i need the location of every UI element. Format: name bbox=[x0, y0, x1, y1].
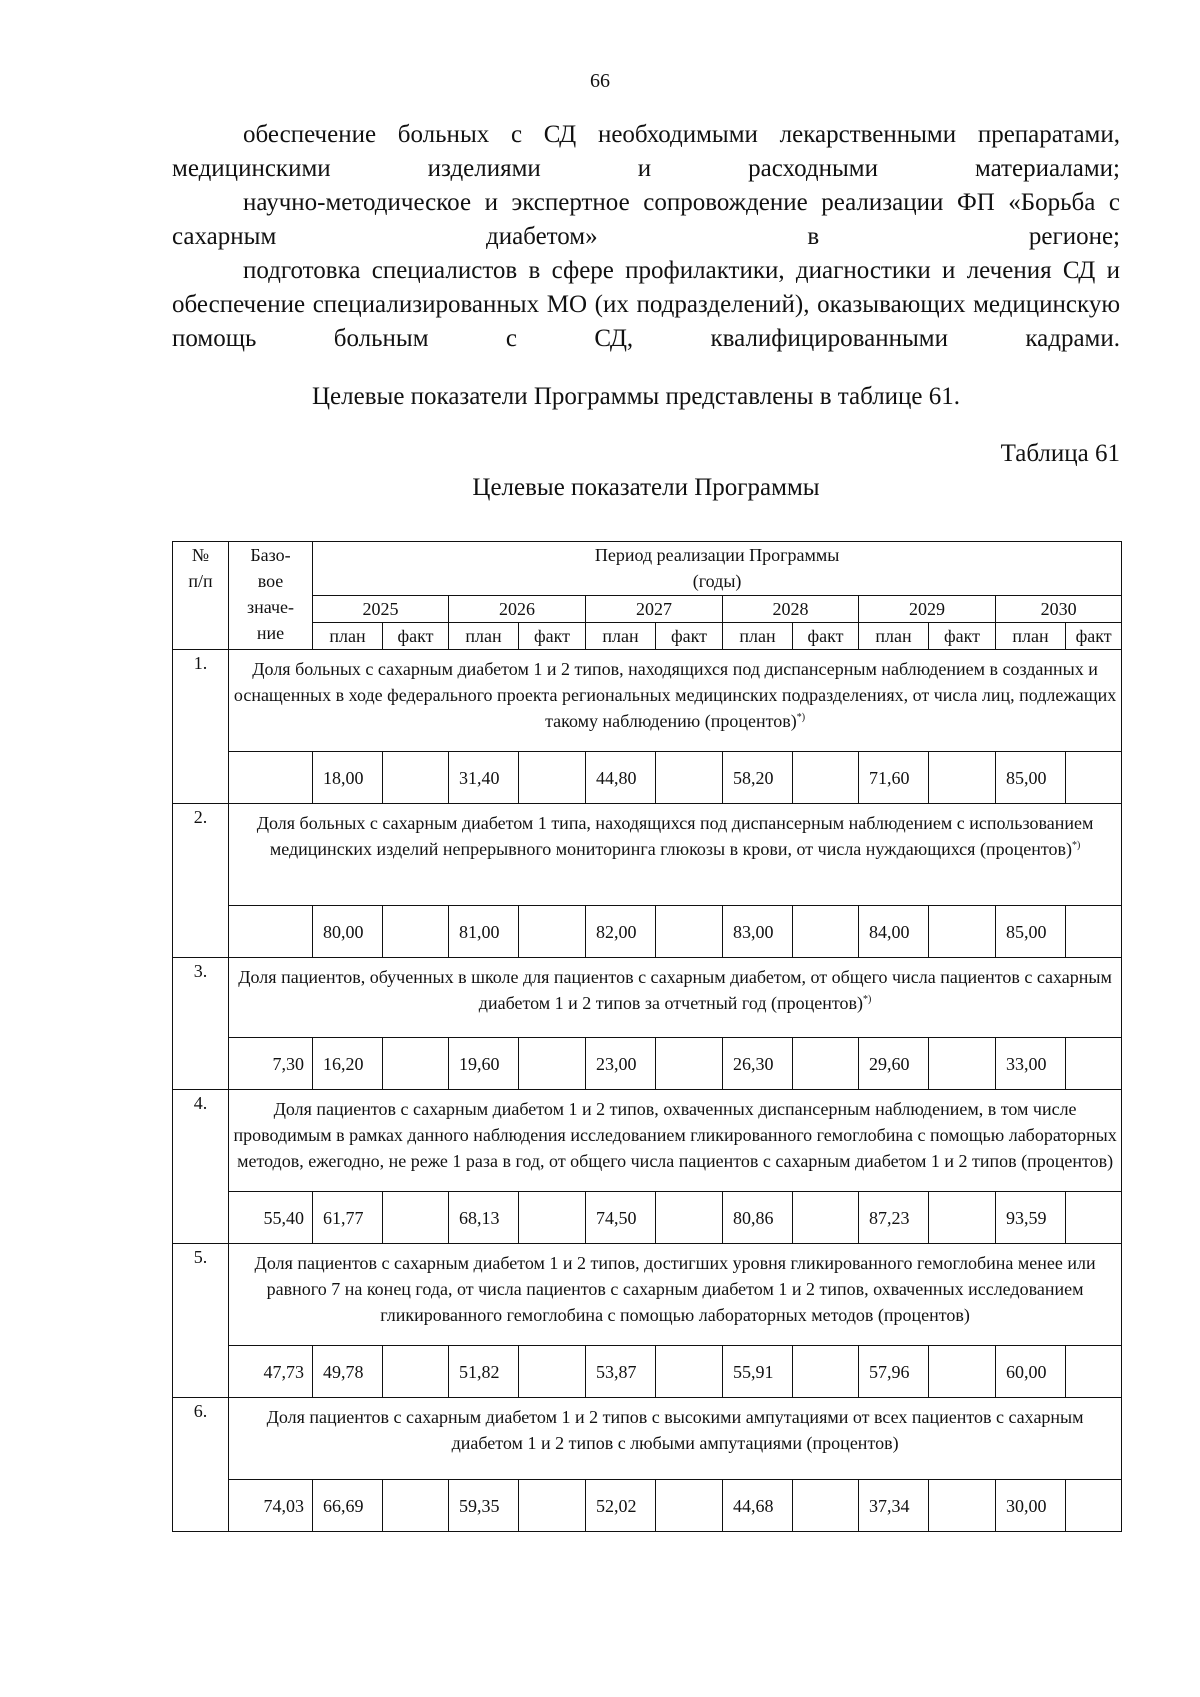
base-value bbox=[229, 752, 313, 804]
header-planfact-row bbox=[173, 623, 1122, 650]
indicator-text-row bbox=[173, 1090, 1122, 1192]
header-plan: план bbox=[586, 623, 656, 650]
plan-value: 51,82 bbox=[449, 1346, 519, 1398]
header-base-line2: вое bbox=[257, 571, 284, 591]
table-label: Таблица 61 bbox=[1000, 440, 1120, 467]
header-year: 2025 bbox=[313, 596, 449, 623]
plan-value: 84,00 bbox=[859, 906, 929, 958]
header-row-1 bbox=[173, 542, 1122, 596]
fact-value bbox=[929, 1480, 996, 1532]
plan-value: 81,00 bbox=[449, 906, 519, 958]
header-period bbox=[313, 542, 1122, 596]
fact-value bbox=[929, 1038, 996, 1090]
header-fact: факт bbox=[383, 623, 449, 650]
plan-value: 85,00 bbox=[996, 906, 1066, 958]
header-fact: факт bbox=[929, 623, 996, 650]
fact-value bbox=[383, 752, 449, 804]
indicator-text: Доля больных с сахарным диабетом 1 типа, находящихся под диспансерным наблюдением с использованием медицинских изделий непрерывного мониторинга глюкозы в крови, от числа нуждающихся (процентов) bbox=[256, 813, 1094, 859]
plan-value: 33,00 bbox=[996, 1038, 1066, 1090]
fact-value bbox=[1066, 1346, 1122, 1398]
header-fact: факт bbox=[656, 623, 723, 650]
fact-value bbox=[929, 752, 996, 804]
paragraph-2: научно-методическое и экспертное сопровождение реализации ФП «Борьба с сахарным диабетом» в регионе; bbox=[172, 189, 1120, 250]
indicator-cell bbox=[229, 804, 1122, 906]
fact-value bbox=[519, 1038, 586, 1090]
indicator-values-row bbox=[173, 1192, 1122, 1244]
indicator-cell bbox=[229, 1090, 1122, 1192]
base-value: 74,03 bbox=[229, 1480, 313, 1532]
plan-value: 74,50 bbox=[586, 1192, 656, 1244]
base-value: 55,40 bbox=[229, 1192, 313, 1244]
header-period-line1: Период реализации Программы bbox=[594, 545, 840, 565]
fact-value bbox=[793, 1346, 859, 1398]
plan-value: 29,60 bbox=[859, 1038, 929, 1090]
header-num-line2: п/п bbox=[188, 571, 213, 591]
header-year: 2030 bbox=[996, 596, 1122, 623]
plan-value: 52,02 bbox=[586, 1480, 656, 1532]
fact-value bbox=[519, 1346, 586, 1398]
fact-value bbox=[793, 1480, 859, 1532]
plan-value: 60,00 bbox=[996, 1346, 1066, 1398]
header-base bbox=[229, 542, 313, 650]
header-base-line4: ние bbox=[256, 623, 285, 643]
header-period-line2: (годы) bbox=[692, 571, 742, 591]
indicator-number: 3. bbox=[173, 958, 229, 1090]
plan-value: 66,69 bbox=[313, 1480, 383, 1532]
fact-value bbox=[1066, 752, 1122, 804]
fact-value bbox=[383, 1192, 449, 1244]
fact-value bbox=[519, 906, 586, 958]
indicator-text-row bbox=[173, 804, 1122, 906]
header-plan: план bbox=[723, 623, 793, 650]
table-body bbox=[173, 542, 1122, 1532]
plan-value: 53,87 bbox=[586, 1346, 656, 1398]
indicator-cell bbox=[229, 1398, 1122, 1480]
plan-value: 44,80 bbox=[586, 752, 656, 804]
header-fact: факт bbox=[793, 623, 859, 650]
indicator-values-row bbox=[173, 752, 1122, 804]
fact-value bbox=[383, 906, 449, 958]
footnote-mark: *) bbox=[1071, 840, 1081, 851]
plan-value: 18,00 bbox=[313, 752, 383, 804]
header-fact: факт bbox=[1066, 623, 1122, 650]
fact-value bbox=[519, 1480, 586, 1532]
header-plan: план bbox=[313, 623, 383, 650]
footnote-mark: *) bbox=[796, 712, 806, 723]
base-value: 7,30 bbox=[229, 1038, 313, 1090]
plan-value: 85,00 bbox=[996, 752, 1066, 804]
fact-value bbox=[793, 906, 859, 958]
paragraph-3: подготовка специалистов в сфере профилактики, диагностики и лечения СД и обеспечение специализированных МО (их подразделений), оказывающих медицинскую помощь больным с СД, квалифицированными кадрами. bbox=[172, 257, 1120, 352]
indicator-number: 4. bbox=[173, 1090, 229, 1244]
header-year: 2029 bbox=[859, 596, 996, 623]
plan-value: 44,68 bbox=[723, 1480, 793, 1532]
header-years-row bbox=[173, 596, 1122, 623]
plan-value: 31,40 bbox=[449, 752, 519, 804]
indicator-text-row bbox=[173, 650, 1122, 752]
base-value: 47,73 bbox=[229, 1346, 313, 1398]
header-plan: план bbox=[449, 623, 519, 650]
indicator-text: Доля пациентов с сахарным диабетом 1 и 2 типов, достигших уровня гликированного гемоглобина менее или равного 7 на конец года, от числа пациентов с сахарным диабетом 1 и 2 типов, охваченных исследованием гликированного гемоглобина с помощью лабораторных методов (процентов) bbox=[254, 1253, 1096, 1325]
base-value bbox=[229, 906, 313, 958]
plan-value: 83,00 bbox=[723, 906, 793, 958]
indicator-values-row bbox=[173, 1038, 1122, 1090]
header-base-line3: значе- bbox=[246, 597, 295, 617]
plan-value: 80,00 bbox=[313, 906, 383, 958]
fact-value bbox=[656, 1038, 723, 1090]
fact-value bbox=[793, 1192, 859, 1244]
plan-value: 55,91 bbox=[723, 1346, 793, 1398]
indicator-number: 5. bbox=[173, 1244, 229, 1398]
fact-value bbox=[656, 752, 723, 804]
header-year: 2026 bbox=[449, 596, 586, 623]
indicator-number: 1. bbox=[173, 650, 229, 804]
fact-value bbox=[656, 1192, 723, 1244]
plan-value: 16,20 bbox=[313, 1038, 383, 1090]
fact-value bbox=[383, 1346, 449, 1398]
indicator-number: 2. bbox=[173, 804, 229, 958]
header-num bbox=[173, 542, 229, 650]
indicators-table bbox=[172, 541, 1122, 1532]
fact-value bbox=[519, 752, 586, 804]
footnote-mark: *) bbox=[863, 994, 872, 1005]
plan-value: 68,13 bbox=[449, 1192, 519, 1244]
fact-value bbox=[1066, 1480, 1122, 1532]
indicator-values-row bbox=[173, 906, 1122, 958]
fact-value bbox=[929, 1192, 996, 1244]
table-title: Целевые показатели Программы bbox=[472, 474, 820, 501]
page-number: 66 bbox=[590, 70, 610, 92]
indicator-text: Доля больных с сахарным диабетом 1 и 2 типов, находящихся под диспансерным наблюдением в созданных и оснащенных в ходе федерального проекта региональных медицинских подразделениях, от числа лиц, подлежащих такому наблюдению (процентов) bbox=[233, 659, 1117, 731]
indicator-text-row bbox=[173, 1244, 1122, 1346]
header-year: 2028 bbox=[723, 596, 859, 623]
paragraph-1: обеспечение больных с СД необходимыми лекарственными препаратами, медицинскими изделиями и расходными материалами; bbox=[172, 121, 1120, 182]
indicator-values-row bbox=[173, 1480, 1122, 1532]
plan-value: 37,34 bbox=[859, 1480, 929, 1532]
plan-value: 26,30 bbox=[723, 1038, 793, 1090]
header-year: 2027 bbox=[586, 596, 723, 623]
fact-value bbox=[519, 1192, 586, 1244]
plan-value: 61,77 bbox=[313, 1192, 383, 1244]
fact-value bbox=[929, 1346, 996, 1398]
plan-value: 71,60 bbox=[859, 752, 929, 804]
indicator-text: Доля пациентов, обученных в школе для пациентов с сахарным диабетом, от общего числа пациентов с сахарным диабетом 1 и 2 типов за отчетный год (процентов) bbox=[238, 967, 1112, 1013]
indicator-text-row bbox=[173, 1398, 1122, 1480]
header-plan: план bbox=[996, 623, 1066, 650]
plan-value: 23,00 bbox=[586, 1038, 656, 1090]
fact-value bbox=[656, 1480, 723, 1532]
indicator-number: 6. bbox=[173, 1398, 229, 1532]
fact-value bbox=[383, 1038, 449, 1090]
indicator-cell bbox=[229, 1244, 1122, 1346]
plan-value: 19,60 bbox=[449, 1038, 519, 1090]
fact-value bbox=[929, 906, 996, 958]
indicator-cell bbox=[229, 958, 1122, 1038]
plan-value: 30,00 bbox=[996, 1480, 1066, 1532]
fact-value bbox=[383, 1480, 449, 1532]
plan-value: 87,23 bbox=[859, 1192, 929, 1244]
indicator-text: Доля пациентов с сахарным диабетом 1 и 2 типов, охваченных диспансерным наблюдением, в том числе проводимым в рамках данного наблюдения исследованием гликированного гемоглобина с помощью лабораторных методов, ежегодно, не реже 1 раза в год, от общего числа пациентов с сахарным диабетом 1 и 2 типов (процентов) bbox=[233, 1099, 1117, 1171]
fact-value bbox=[656, 906, 723, 958]
plan-value: 93,59 bbox=[996, 1192, 1066, 1244]
plan-value: 58,20 bbox=[723, 752, 793, 804]
indicator-text-row bbox=[173, 958, 1122, 1038]
indicator-values-row bbox=[173, 1346, 1122, 1398]
header-num-line1: № bbox=[191, 545, 210, 565]
fact-value bbox=[1066, 1038, 1122, 1090]
plan-value: 57,96 bbox=[859, 1346, 929, 1398]
plan-value: 82,00 bbox=[586, 906, 656, 958]
indicator-text: Доля пациентов с сахарным диабетом 1 и 2 типов с высокими ампутациями от всех пациентов с сахарным диабетом 1 и 2 типов с любыми ампутациями (процентов) bbox=[266, 1407, 1084, 1453]
plan-value: 80,86 bbox=[723, 1192, 793, 1244]
indicator-cell bbox=[229, 650, 1122, 752]
fact-value bbox=[1066, 1192, 1122, 1244]
header-fact: факт bbox=[519, 623, 586, 650]
plan-value: 49,78 bbox=[313, 1346, 383, 1398]
table-intro: Целевые показатели Программы представлены в таблице 61. bbox=[312, 383, 961, 410]
plan-value: 59,35 bbox=[449, 1480, 519, 1532]
fact-value bbox=[656, 1346, 723, 1398]
fact-value bbox=[1066, 906, 1122, 958]
body-text bbox=[172, 118, 1120, 356]
fact-value bbox=[793, 1038, 859, 1090]
header-base-line1: Базо- bbox=[250, 545, 291, 565]
fact-value bbox=[793, 752, 859, 804]
header-plan: план bbox=[859, 623, 929, 650]
